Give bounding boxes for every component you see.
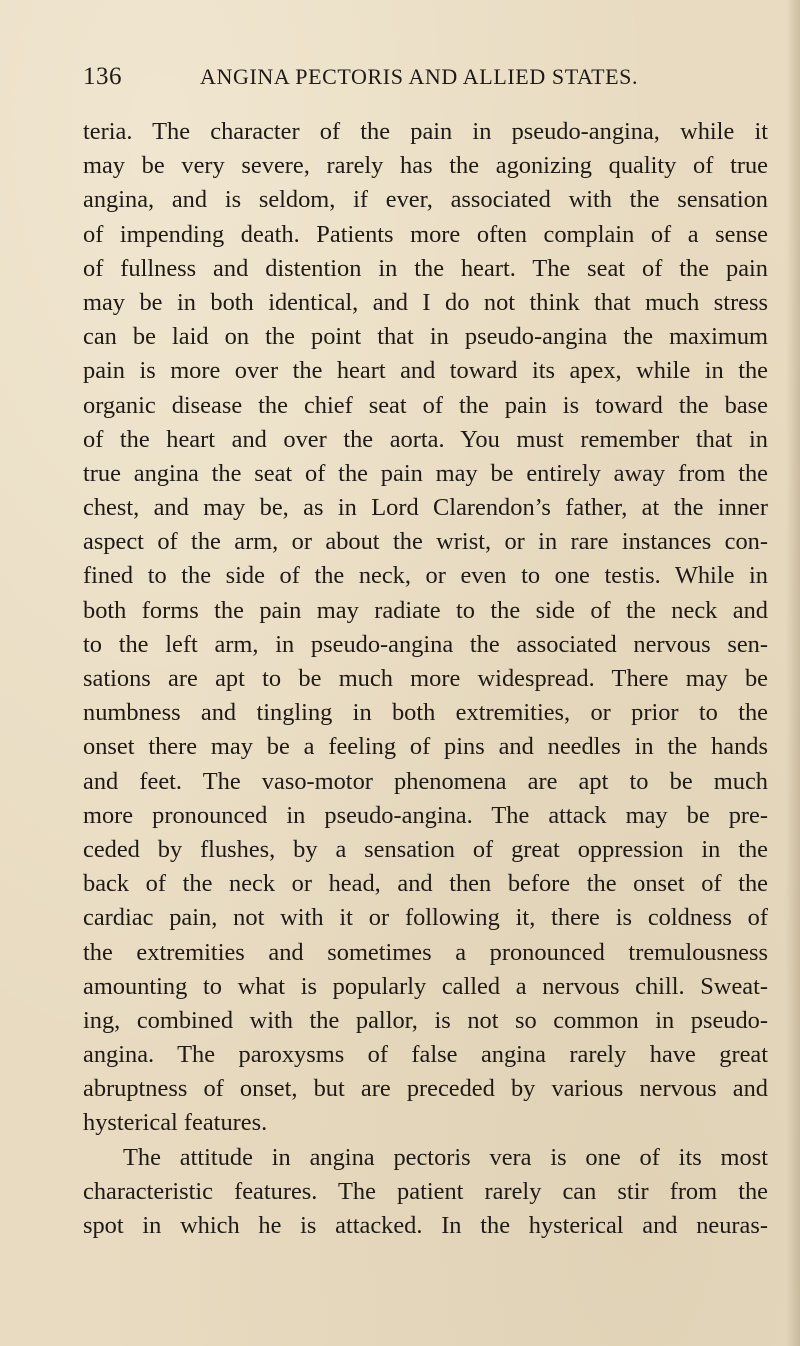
text-line: ceded by flushes, by a sensation of great oppression in the (83, 835, 768, 863)
text-line: angina, and is seldom, if ever, associated with the sensation (83, 186, 768, 214)
text-line: of the heart and over the aorta. You must remember that in (83, 425, 768, 453)
text-line: to the left arm, in pseudo-angina the associated nervous sen- (83, 630, 768, 658)
text-line: onset there may be a feeling of pins and needles in the hands (83, 733, 768, 761)
text-line: and feet. The vaso-motor phenomena are apt to be much (83, 767, 768, 795)
text-line: both forms the pain may radiate to the side of the neck and (83, 596, 768, 624)
text-line: fined to the side of the neck, or even to one testis. While in (83, 562, 768, 590)
text-line: can be laid on the point that in pseudo-angina the maximum (83, 323, 768, 351)
paragraph-start-line: The attitude in angina pectoris vera is one of its most (123, 1143, 768, 1171)
text-line: numbness and tingling in both extremities, or prior to the (83, 699, 768, 727)
text-line: angina. The paroxysms of false angina rarely have great (83, 1041, 768, 1069)
text-line: characteristic features. The patient rarely can stir from the (83, 1177, 768, 1205)
page-number: 136 (83, 63, 122, 90)
text-line: aspect of the arm, or about the wrist, or in rare instances con- (83, 528, 768, 556)
running-title: ANGINA PECTORIS AND ALLIED STATES. (200, 64, 639, 89)
page-header (83, 58, 643, 98)
text-line: may be in both identical, and I do not think that much stress (83, 288, 768, 316)
text-line: spot in which he is attacked. In the hysterical and neuras- (83, 1212, 768, 1239)
text-line: may be very severe, rarely has the agonizing quality of true (83, 152, 768, 180)
text-line: pain is more over the heart and toward its apex, while in the (83, 357, 768, 385)
text-line: organic disease the chief seat of the pain is toward the base (83, 391, 768, 419)
text-line: back of the neck or head, and then before the onset of the (83, 870, 768, 898)
text-line: chest, and may be, as in Lord Clarendon’s father, at the inner (83, 494, 768, 522)
text-line: amounting to what is popularly called a nervous chill. Sweat- (83, 972, 768, 1000)
text-line: sations are apt to be much more widespread. There may be (83, 665, 768, 692)
paragraph-end-line: hysterical features. (83, 1109, 268, 1137)
text-line: more pronounced in pseudo-angina. The attack may be pre- (83, 801, 768, 829)
text-line: the extremities and sometimes a pronounced tremulousness (83, 938, 768, 966)
text-line: abruptness of onset, but are preceded by various nervous and (83, 1075, 768, 1103)
text-line: of fullness and distention in the heart. The seat of the pain (83, 254, 768, 282)
page-edge-shadow (786, 0, 800, 1346)
text-line: teria. The character of the pain in pseudo-angina, while it (83, 118, 768, 145)
text-line: cardiac pain, not with it or following it, there is coldness of (83, 904, 768, 932)
text-line: ing, combined with the pallor, is not so common in pseudo- (83, 1006, 768, 1034)
body-text (83, 115, 768, 1243)
text-line: of impending death. Patients more often complain of a sense (83, 220, 768, 248)
text-line: true angina the seat of the pain may be entirely away from the (83, 459, 768, 487)
